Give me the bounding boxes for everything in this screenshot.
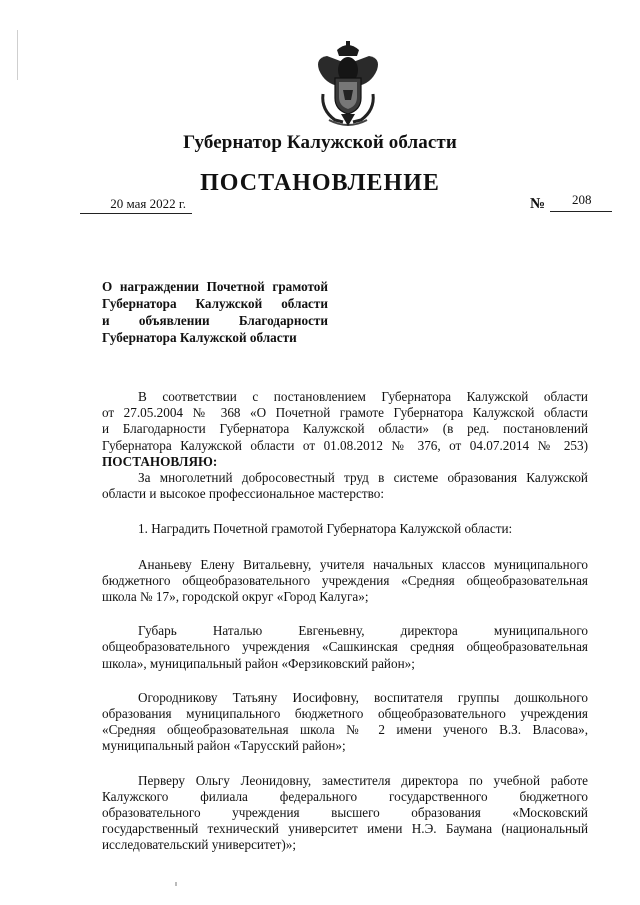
text-line: бюджетного общеобразовательного учреждения «Средняя общеобразовательная [102,572,588,588]
document-number-field [550,192,612,212]
document-number: 208 [572,192,592,207]
text-line: школа», муниципальный район «Ферзиковский район»; [102,655,415,671]
text-line: школа № 17», городской округ «Город Калуга»; [102,589,369,605]
document-type-heading: ПОСТАНОВЛЕНИЕ [200,170,440,196]
text-line: За многолетний добросовестный труд в системе образования Калужской [138,470,588,486]
awardee-paragraph [102,773,588,854]
text-line: муниципальный район «Тарусский район»; [102,738,346,754]
text-line: Губарь Наталью Евгеньевну, директора муниципального [138,623,588,639]
coat-of-arms-emblem [313,40,383,128]
text-line: от 27.05.2004 № 368 «О Почетной грамоте Губернатора Калужской области [102,405,588,421]
subject-line: О награждении Почетной грамотой [102,279,328,294]
text-line: «Средняя общеобразовательная школа № 2 имени ученого В.З. Власова», [102,722,588,738]
text-line: Губернатора Калужской области от 01.08.2012 № 376, от 04.07.2014 № 253) [102,437,588,453]
preamble-paragraph [102,389,588,470]
text-line: и Благодарности Губернатора Калужской области» (в ред. постановлений [102,421,588,437]
date-underline [80,213,192,214]
document-date-field [80,196,192,214]
text-line: образования муниципального бюджетного общеобразовательного учреждения [102,706,588,722]
authority-title: Губернатор Калужской области [183,132,457,153]
text-line: 1. Наградить Почетной грамотой Губернатора Калужской области: [138,521,513,537]
text-line: образовательного учреждения высшего образования «Московский [102,805,588,821]
text-line: общеобразовательного учреждения «Сашкинская средняя общеобразовательная [102,639,588,655]
awardee-paragraph [102,557,588,606]
number-label: № [530,196,546,212]
document-date: 20 мая 2022 г. [110,196,186,211]
document-body [102,389,588,854]
text-line: Перверу Ольгу Леонидовну, заместителя директора по учебной работе [138,772,588,788]
text-line: государственный технический университет имени Н.Э. Баумана (национальный [102,821,588,837]
scan-edge-mark [17,30,18,80]
text-line: Огородникову Татьяну Иосифовну, воспитателя группы дошкольного [138,689,588,705]
subject-block [102,278,328,346]
subject-line: Губернатора Калужской области [102,330,297,345]
number-underline [550,211,612,212]
text-line: области и высокое профессиональное мастерство: [102,486,385,502]
text-line: В соответствии с постановлением Губернатора Калужской области [138,389,588,404]
item-one-paragraph [102,521,588,537]
subject-line: и объявлении Благодарности [102,313,328,328]
text-line: Калужского филиала федерального государственного бюджетного [102,788,588,804]
subject-line: Губернатора Калужской области [102,296,328,311]
reason-paragraph [102,470,588,502]
awardee-paragraph [102,690,588,755]
scan-speck [175,882,177,886]
decree-word: ПОСТАНОВЛЯЮ: [102,453,218,469]
text-line: Ананьеву Елену Витальевну, учителя начальных классов муниципального [138,556,588,572]
awardee-paragraph [102,623,588,672]
text-line: исследовательский университет)»; [102,837,297,853]
